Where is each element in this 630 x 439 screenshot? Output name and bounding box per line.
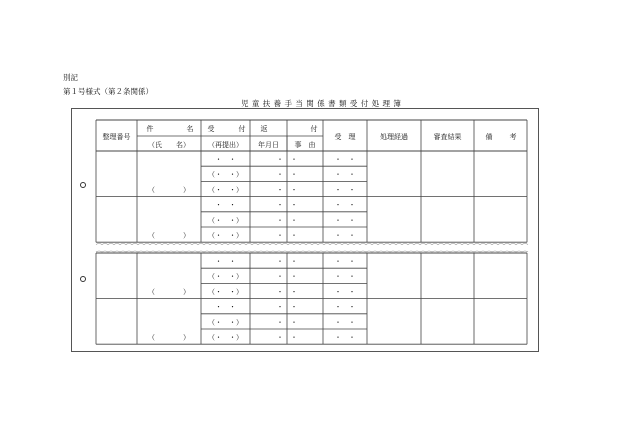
- header-saiteishutsu: （再提出）: [208, 141, 243, 149]
- document-title: 児 童 扶 養 手 当 関 係 書 類 受 付 処 理 簿: [241, 99, 402, 108]
- date-received: （・ ・）: [208, 333, 243, 342]
- date-accepted: ・ ・: [334, 155, 356, 164]
- name-field: （ ）: [148, 231, 190, 240]
- date-accepted: ・ ・: [334, 231, 356, 240]
- header-mei: 名: [186, 125, 194, 133]
- date-received: （・ ・）: [208, 185, 243, 194]
- date-accepted: ・ ・: [334, 287, 356, 296]
- header-tsuke2: 付: [310, 125, 318, 133]
- header-uke: 受: [207, 125, 215, 133]
- date-received: （・ ・）: [208, 170, 243, 179]
- date-accepted: ・ ・: [334, 333, 356, 342]
- header-tsuke: 付: [238, 125, 246, 133]
- date-returned: ・ ・: [276, 333, 298, 342]
- header-juri: 受 理: [334, 133, 356, 141]
- name-field: （ ）: [148, 333, 190, 342]
- date-received: （・ ・）: [208, 272, 243, 281]
- date-returned: ・ ・: [276, 303, 298, 312]
- date-returned: ・ ・: [276, 201, 298, 210]
- date-received: ・ ・: [215, 303, 236, 312]
- name-field: （ ）: [148, 287, 190, 296]
- date-received: （・ ・）: [208, 287, 243, 296]
- date-received: （・ ・）: [208, 318, 243, 327]
- date-returned: ・ ・: [276, 318, 298, 327]
- date-received: ・ ・: [215, 155, 236, 164]
- header-ken: 件: [146, 125, 154, 133]
- header-hen: 返: [260, 125, 268, 133]
- date-accepted: ・ ・: [334, 216, 356, 225]
- header-shori: 処理経過: [380, 133, 408, 141]
- header-seiri: 整理番号: [102, 133, 131, 141]
- date-returned: ・ ・: [276, 185, 298, 194]
- name-field: （ ）: [148, 185, 190, 194]
- date-returned: ・ ・: [276, 155, 298, 164]
- date-returned: ・ ・: [276, 170, 298, 179]
- date-returned: ・ ・: [276, 287, 298, 296]
- date-received: （・ ・）: [208, 231, 243, 240]
- date-returned: ・ ・: [276, 216, 298, 225]
- header-uji-mei: （氏 名）: [148, 141, 190, 149]
- header-ko: 考: [509, 133, 517, 141]
- date-received: ・ ・: [215, 201, 236, 210]
- date-accepted: ・ ・: [334, 272, 356, 281]
- date-accepted: ・ ・: [334, 318, 356, 327]
- date-received: （・ ・）: [208, 216, 243, 225]
- header-bi: 備: [485, 133, 493, 141]
- header-nengappi: 年月日: [258, 141, 279, 149]
- date-accepted: ・ ・: [334, 303, 356, 312]
- date-returned: ・ ・: [276, 272, 298, 281]
- date-accepted: ・ ・: [334, 201, 356, 210]
- attachment-label: 別記: [63, 73, 78, 82]
- date-accepted: ・ ・: [334, 170, 356, 179]
- date-returned: ・ ・: [276, 257, 298, 266]
- header-shinsa: 審査結果: [433, 133, 462, 141]
- date-received: ・ ・: [215, 257, 236, 266]
- date-accepted: ・ ・: [334, 185, 356, 194]
- date-accepted: ・ ・: [334, 257, 356, 266]
- form-number: 第１号様式（第２条関係）: [63, 87, 153, 96]
- date-returned: ・ ・: [276, 231, 298, 240]
- header-jiyu: 事 由: [294, 141, 316, 149]
